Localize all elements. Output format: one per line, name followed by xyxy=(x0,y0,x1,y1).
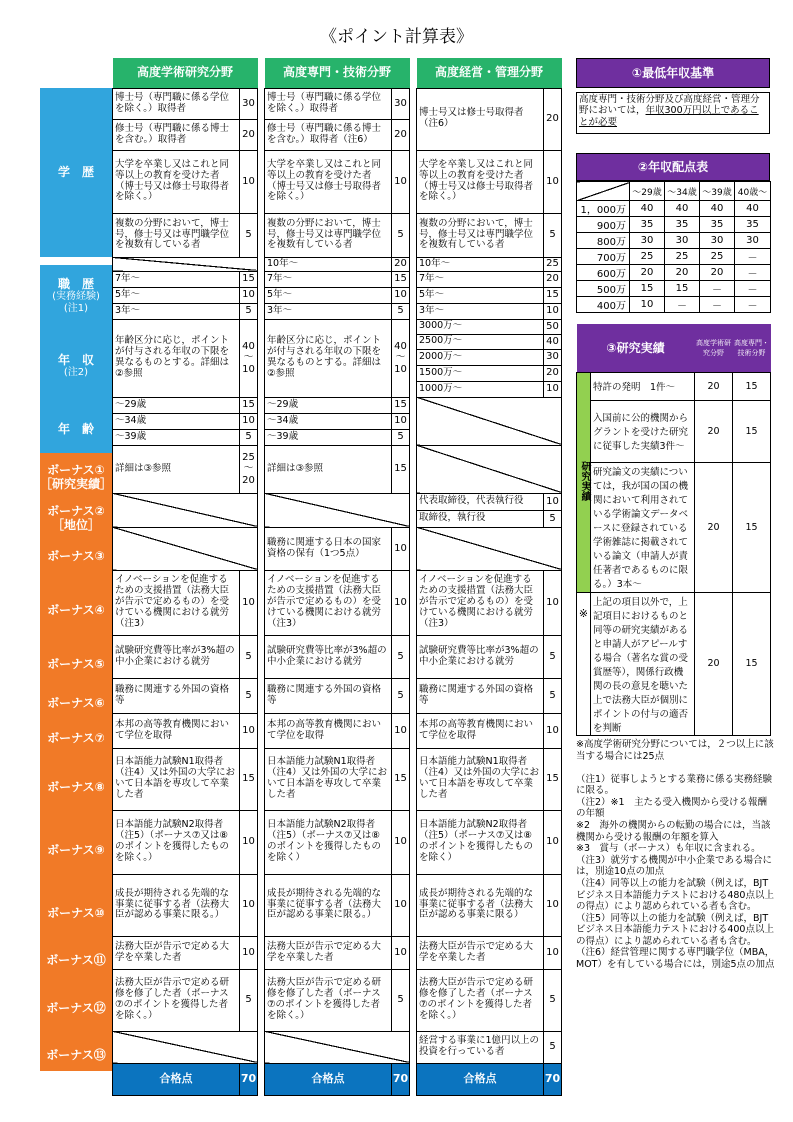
technical-b7: 本邦の高等教育機関において学位を取得 xyxy=(265,713,392,748)
academic-pass-points: 70 xyxy=(240,1063,258,1095)
research-row-technical: 15 xyxy=(733,400,771,462)
academic-b13-empty xyxy=(113,1031,258,1063)
income-table-row xyxy=(577,265,771,281)
income-amount: 1，000万 xyxy=(577,201,630,217)
academic-income-points: 40 ～ 10 xyxy=(240,319,258,397)
academic-s2-points: 10 xyxy=(240,287,258,303)
academic-b11: 法務大臣が告示で定める大学を卒業した者 xyxy=(113,936,240,969)
technical-a3: ～39歳 xyxy=(265,429,392,445)
technical-b3: 職務に関連する日本の国家資格の保有（1つ5点） xyxy=(265,527,392,570)
academic-s2: 5年～ xyxy=(113,287,240,303)
income-points: － xyxy=(735,265,771,281)
technical-b8-points: 15 xyxy=(392,748,410,810)
income-table-row xyxy=(577,297,771,313)
management-b9: 日本語能力試験N2取得者（注5）（ボーナス⑦又は⑧のポイントを獲得したものを除く） xyxy=(417,810,544,874)
technical-g1: 博士号（専門職に係る学位を除く。）取得者 xyxy=(265,88,392,119)
technical-a1: ～29歳 xyxy=(265,397,392,413)
management-b3-empty xyxy=(417,527,562,570)
research-side xyxy=(577,372,591,592)
technical-header: 高度専門・技術分野 xyxy=(265,58,410,88)
side-bonus12-label: ボーナス⑫ xyxy=(46,1000,106,1015)
note-line xyxy=(576,762,776,774)
academic-g3: 大学を卒業し又はこれと同等以上の教育を受けた者（博士号又は修士号取得者を除く。） xyxy=(113,150,240,213)
technical-a1-points: 15 xyxy=(392,397,410,413)
management-b13: 経営する事業に1億円以上の投資を行っている者 xyxy=(417,1031,544,1063)
income-table xyxy=(576,181,771,313)
technical-pass-label: 合格点 xyxy=(265,1063,392,1095)
technical-income-points: 40 ～ 10 xyxy=(392,319,410,397)
academic-s3-points: 5 xyxy=(240,303,258,319)
technical-pass-points: 70 xyxy=(392,1063,410,1095)
management-b9-points: 10 xyxy=(544,810,562,874)
academic-b12-points: 5 xyxy=(240,969,258,1031)
page-title: 《ポイント計算表》 xyxy=(320,27,473,47)
technical-s0: 10年～ xyxy=(265,257,392,271)
notes xyxy=(576,739,776,971)
side-bonus4-label: ボーナス④ xyxy=(47,603,105,618)
management-b2b-points: 5 xyxy=(544,510,562,527)
academic-a2-points: 10 xyxy=(240,413,258,429)
management-i2-points: 40 xyxy=(544,334,562,349)
management-b12-points: 5 xyxy=(544,969,562,1031)
academic-b3-empty xyxy=(113,527,258,570)
management-g4-points: 5 xyxy=(544,213,562,257)
side-bonus7 xyxy=(40,721,112,756)
technical-s2-points: 10 xyxy=(392,287,410,303)
income-points: 35 xyxy=(735,217,771,233)
technical-s1: 7年～ xyxy=(265,271,392,287)
technical-b5: 試験研究費等比率が3%超の中小企業における就労 xyxy=(265,635,392,678)
management-g3: 大学を卒業し又はこれと同等以上の教育を受けた者（博士号又は修士号取得者を除く。） xyxy=(417,150,544,213)
management-g1: 博士号又は修士号取得者（注6） xyxy=(417,88,544,150)
academic-g4: 複数の分野において，博士号，修士号又は専門職学位を複数有している者 xyxy=(113,213,240,257)
research-table xyxy=(576,324,771,736)
academic-s1: 7年～ xyxy=(113,271,240,287)
min-income-box xyxy=(576,92,770,134)
side-bonus5-label: ボーナス⑤ xyxy=(47,657,105,672)
management-b1-empty xyxy=(417,445,562,493)
technical-table xyxy=(264,58,410,1096)
income-table-age: 40歳～ xyxy=(735,182,771,201)
income-points: 40 xyxy=(700,201,735,217)
side-bonus3-label: ボーナス③ xyxy=(47,549,105,564)
academic-g2: 修士号（専門職に係る博士を含む。）取得者 xyxy=(113,119,240,150)
technical-b11-points: 10 xyxy=(392,936,410,969)
note-line: （注5）同等以上の能力を試験（例えば，BJTビジネス日本語能力テストにおける400点以上の得点）により認められている者も含む。 xyxy=(576,912,774,947)
income-table-age: ～29歳 xyxy=(630,182,665,201)
side-bonus5 xyxy=(40,643,112,686)
income-points: 40 xyxy=(665,201,700,217)
technical-b12: 法務大臣が告示で定める研修を修了した者（ボーナス⑦のポイントを獲得した者を除く。） xyxy=(265,969,392,1031)
academic-b6: 職務に関連する外国の資格等 xyxy=(113,678,240,713)
income-table-title: ②年収配点表 xyxy=(576,153,770,181)
technical-s0-points: 20 xyxy=(392,257,410,271)
income-points: 15 xyxy=(665,281,700,297)
research-row-text: 入国前に公的機関からグラントを受けた研究に従事した実績3件～ xyxy=(591,400,695,462)
income-table-age: ～39歳 xyxy=(700,182,735,201)
note-line: ※3 賞与（ボーナス）も年収に含まれる。 xyxy=(576,843,761,855)
side-bonus6 xyxy=(40,686,112,721)
management-b4: イノベーションを促進するための支援措置（法務大臣が告示で定めるもの）を受けている機関における就労（注3） xyxy=(417,570,544,635)
management-pass-label: 合格点 xyxy=(417,1063,544,1095)
income-points: 40 xyxy=(630,201,665,217)
income-amount: 700万 xyxy=(577,249,630,265)
side-bonus9-label: ボーナス⑨ xyxy=(47,842,105,857)
income-amount: 400万 xyxy=(577,297,630,313)
research-row-technical: 15 xyxy=(733,592,771,735)
research-row-text: 上記の項目以外で，上記項目におけるものと同等の研究実績があると申請人がアピールする場合（著名な賞の受賞歴等），関係行政機関の長の意見を聴いた上で法務大臣が個別にポイントの付与の適否を判断 xyxy=(591,592,695,735)
management-i2: 2500万～ xyxy=(417,334,544,349)
academic-a1-points: 15 xyxy=(240,397,258,413)
management-i5-points: 10 xyxy=(544,381,562,397)
income-points: 20 xyxy=(700,265,735,281)
academic-b8: 日本語能力試験N1取得者（注4）又は外国の大学において日本語を専攻して卒業した者 xyxy=(113,748,240,810)
note-line: （注3）就労する機関が中小企業である場合には，別途10点の加点 xyxy=(576,854,773,878)
management-b10: 成長が期待される先端的な事業に従事する者（法務大臣が認める事業に限る） xyxy=(417,874,544,936)
note-line: （注1）従事しようとする業務に係る実務経験に限る。 xyxy=(576,773,773,797)
side-bonus11-label: ボーナス⑪ xyxy=(46,953,106,968)
income-points: － xyxy=(700,297,735,313)
academic-b1: 詳細は③参照 xyxy=(113,445,240,493)
side-bonus1-sub: ［研究実績］ xyxy=(40,477,113,491)
research-col-technical: 高度専門・技術分野 xyxy=(733,324,771,372)
management-i4: 1500万～ xyxy=(417,365,544,381)
side-nenrei-label: 年 齢 xyxy=(57,421,94,436)
side-shokureki xyxy=(40,265,112,327)
technical-b1-points: 15 xyxy=(392,445,410,493)
academic-a2: ～34歳 xyxy=(113,413,240,429)
technical-b10: 成長が期待される先端的な事業に従事する者（法務大臣が認める事業に限る。） xyxy=(265,874,392,936)
income-table-age: ～34歳 xyxy=(665,182,700,201)
management-i4-points: 20 xyxy=(544,365,562,381)
research-note-mark: ※ xyxy=(577,592,591,735)
side-shokureki-sub: (実務経験) xyxy=(52,291,100,303)
note-line: ※2 海外の機関からの転勤の場合には，当該機関から受ける報酬の年額を算入 xyxy=(576,820,771,843)
technical-g4-points: 5 xyxy=(392,213,410,257)
side-bonus7-label: ボーナス⑦ xyxy=(47,731,105,746)
side-bonus10 xyxy=(40,882,112,944)
research-row-text: 特許の発明 1件～ xyxy=(591,372,695,400)
income-table-corner xyxy=(577,182,630,201)
technical-b9: 日本語能力試験N2取得者（注5）（ボーナス⑦又は⑧のポイントを獲得したものを除く） xyxy=(265,810,392,874)
academic-b2-empty xyxy=(113,493,258,527)
academic-g4-points: 5 xyxy=(240,213,258,257)
academic-table xyxy=(112,58,258,1096)
management-b11: 法務大臣が告示で定める大学を卒業した者 xyxy=(417,936,544,969)
technical-g2-points: 20 xyxy=(392,119,410,150)
income-points: 30 xyxy=(665,233,700,249)
min-income-title: ①最低年収基準 xyxy=(576,58,770,88)
academic-b8-points: 15 xyxy=(240,748,258,810)
income-table-row xyxy=(577,217,771,233)
academic-s1-points: 15 xyxy=(240,271,258,287)
income-amount: 900万 xyxy=(577,217,630,233)
technical-b2-empty xyxy=(265,493,410,527)
note-line: ※高度学術研究分野については，２つ以上に該当する場合には25点 xyxy=(576,739,774,762)
research-side-label: 研究実績 xyxy=(579,460,590,501)
income-points: 25 xyxy=(665,249,700,265)
technical-b4-points: 10 xyxy=(392,570,410,635)
management-b5: 試験研究費等比率が3%超の中小企業における就労 xyxy=(417,635,544,678)
technical-b4: イノベーションを促進するための支援措置（法務大臣が告示で定めるもの）を受けている機関における就労（注3） xyxy=(265,570,392,635)
research-row-text: 研究論文の実績については，我が国の国の機関において利用されている学術論文データベースに登録されている学術雑誌に掲載されている論文（申請人が責任著者であるものに限る。）3本～ xyxy=(591,462,695,592)
academic-a3: ～39歳 xyxy=(113,429,240,445)
technical-s3-points: 5 xyxy=(392,303,410,319)
technical-b6-points: 5 xyxy=(392,678,410,713)
management-b6-points: 5 xyxy=(544,678,562,713)
income-points: 25 xyxy=(700,249,735,265)
side-bonus13-label: ボーナス⑬ xyxy=(46,1047,106,1062)
management-s0-points: 25 xyxy=(544,257,562,271)
side-bonus10-label: ボーナス⑩ xyxy=(47,905,105,920)
side-nenshu-label: 年 収 xyxy=(57,352,94,367)
technical-g3-points: 10 xyxy=(392,150,410,213)
management-b4-points: 10 xyxy=(544,570,562,635)
academic-b7-points: 10 xyxy=(240,713,258,748)
management-b2a: 代表取締役，代表執行役 xyxy=(417,493,544,510)
technical-s1-points: 15 xyxy=(392,271,410,287)
income-amount: 800万 xyxy=(577,233,630,249)
income-table-row xyxy=(577,233,771,249)
academic-b1-points: 25 ～ 20 xyxy=(240,445,258,493)
side-gakureki xyxy=(40,88,112,257)
side-bonus13 xyxy=(40,1039,112,1071)
management-s0: 10年～ xyxy=(417,257,544,271)
technical-b3-points: 10 xyxy=(392,527,410,570)
academic-b10: 成長が期待される先端的な事業に従事する者（法務大臣が認める事業に限る。） xyxy=(113,874,240,936)
management-i3-points: 30 xyxy=(544,349,562,365)
management-b7-points: 10 xyxy=(544,713,562,748)
academic-b5-points: 5 xyxy=(240,635,258,678)
side-bonus12 xyxy=(40,977,112,1039)
academic-b7: 本邦の高等教育機関において学位を取得 xyxy=(113,713,240,748)
income-points: － xyxy=(665,297,700,313)
management-g1-points: 20 xyxy=(544,88,562,150)
side-bonus3 xyxy=(40,535,112,578)
income-points: 15 xyxy=(630,281,665,297)
academic-pass-label: 合格点 xyxy=(113,1063,240,1095)
academic-g2-points: 20 xyxy=(240,119,258,150)
income-points: 30 xyxy=(735,233,771,249)
technical-b13-empty xyxy=(265,1031,410,1063)
academic-b11-points: 10 xyxy=(240,936,258,969)
management-b8: 日本語能力試験N1取得者（注4）又は外国の大学において日本語を専攻して卒業した者 xyxy=(417,748,544,810)
technical-b7-points: 10 xyxy=(392,713,410,748)
side-bonus8 xyxy=(40,756,112,818)
management-s3: 3年～ xyxy=(417,303,544,319)
note-line: （注2）※1 主たる受入機関から受ける報酬の年額 xyxy=(576,796,768,820)
research-row-academic: 20 xyxy=(695,592,733,735)
technical-s3: 3年～ xyxy=(265,303,392,319)
income-points: － xyxy=(735,281,771,297)
income-points: 10 xyxy=(630,297,665,313)
academic-a3-points: 5 xyxy=(240,429,258,445)
research-row-academic: 20 xyxy=(695,462,733,592)
academic-b9-points: 10 xyxy=(240,810,258,874)
research-row-academic: 20 xyxy=(695,400,733,462)
income-points: 20 xyxy=(630,265,665,281)
side-nenshu-note: (注2) xyxy=(63,367,89,379)
technical-b10-points: 10 xyxy=(392,874,410,936)
technical-b6: 職務に関連する外国の資格等 xyxy=(265,678,392,713)
technical-a3-points: 5 xyxy=(392,429,410,445)
technical-b9-points: 10 xyxy=(392,810,410,874)
management-b10-points: 10 xyxy=(544,874,562,936)
management-i1: 3000万～ xyxy=(417,319,544,334)
management-b8-points: 15 xyxy=(544,748,562,810)
research-title: ③研究実績 xyxy=(577,324,695,372)
technical-b5-points: 5 xyxy=(392,635,410,678)
side-shokureki-label: 職 歴 xyxy=(57,276,94,291)
technical-b11: 法務大臣が告示で定める大学を卒業した者 xyxy=(265,936,392,969)
technical-b12-points: 5 xyxy=(392,969,410,1031)
management-b13-points: 5 xyxy=(544,1031,562,1063)
management-g3-points: 10 xyxy=(544,150,562,213)
side-bonus8-label: ボーナス⑧ xyxy=(47,779,105,794)
academic-income: 年齢区分に応じ，ポイントが付与される年収の下限を異なるものとする。詳細は②参照 xyxy=(113,319,240,397)
research-row-technical: 15 xyxy=(733,372,771,400)
side-bonus4 xyxy=(40,578,112,643)
management-b2a-points: 10 xyxy=(544,493,562,510)
min-income-text: 高度専門・技術分野及び高度経営・管理分野においては， xyxy=(579,94,760,117)
income-points: 25 xyxy=(630,249,665,265)
academic-g1-points: 30 xyxy=(240,88,258,119)
technical-g1-points: 30 xyxy=(392,88,410,119)
research-col-academic: 高度学術研究分野 xyxy=(695,324,733,372)
side-bonus11 xyxy=(40,944,112,977)
management-i5: 1000万～ xyxy=(417,381,544,397)
management-s2: 5年～ xyxy=(417,287,544,303)
income-amount: 600万 xyxy=(577,265,630,281)
academic-a1: ～29歳 xyxy=(113,397,240,413)
technical-a2: ～34歳 xyxy=(265,413,392,429)
academic-g3-points: 10 xyxy=(240,150,258,213)
management-b2b: 取締役，執行役 xyxy=(417,510,544,527)
academic-b4: イノベーションを促進するための支援措置（法務大臣が告示で定めるもの）を受けている機関における就労（注3） xyxy=(113,570,240,635)
technical-s2: 5年～ xyxy=(265,287,392,303)
management-b12: 法務大臣が告示で定める研修を修了した者（ボーナス⑦のポイントを獲得した者を除く。） xyxy=(417,969,544,1031)
technical-a2-points: 10 xyxy=(392,413,410,429)
academic-b10-points: 10 xyxy=(240,874,258,936)
management-i3: 2000万～ xyxy=(417,349,544,365)
academic-g1: 博士号（専門職に係る学位を除く。）取得者 xyxy=(113,88,240,119)
technical-b8: 日本語能力試験N1取得者（注4）又は外国の大学において日本語を専攻して卒業した者 xyxy=(265,748,392,810)
management-age-empty xyxy=(417,397,562,445)
side-bonus1 xyxy=(40,453,112,501)
income-points: 35 xyxy=(665,217,700,233)
side-gakureki-label: 学 歴 xyxy=(57,165,94,180)
technical-g3: 大学を卒業し又はこれと同等以上の教育を受けた者（博士号又は修士号取得者を除く。） xyxy=(265,150,392,213)
academic-b4-points: 10 xyxy=(240,570,258,635)
side-bonus9 xyxy=(40,818,112,882)
side-bonus2-label: ボーナス② xyxy=(47,503,105,518)
income-amount: 500万 xyxy=(577,281,630,297)
research-row-academic: 20 xyxy=(695,372,733,400)
management-s3-points: 10 xyxy=(544,303,562,319)
side-bonus2-sub: ［地位］ xyxy=(51,518,100,532)
min-income-underline: 年収300万円以上であることが必要 xyxy=(579,105,759,128)
side-shokureki-note: (注1) xyxy=(63,303,89,315)
management-g4: 複数の分野において，博士号，修士号又は専門職学位を複数有している者 xyxy=(417,213,544,257)
side-bonus6-label: ボーナス⑥ xyxy=(47,696,105,711)
income-table-row xyxy=(577,201,771,217)
income-table-row xyxy=(577,249,771,265)
side-nenrei xyxy=(40,405,112,453)
technical-g4: 複数の分野において，博士号，修士号又は専門職学位を複数有している者 xyxy=(265,213,392,257)
income-points: 30 xyxy=(700,233,735,249)
income-points: 30 xyxy=(630,233,665,249)
management-b7: 本邦の高等教育機関において学位を取得 xyxy=(417,713,544,748)
management-header: 高度経営・管理分野 xyxy=(417,58,562,88)
management-s2-points: 15 xyxy=(544,287,562,303)
note-line: （注6）経営管理に関する専門職学位（MBA，MOT）を有している場合には，別途5点の加点 xyxy=(576,947,775,970)
academic-b6-points: 5 xyxy=(240,678,258,713)
income-points: － xyxy=(735,249,771,265)
side-bonus2 xyxy=(40,501,112,535)
income-points: 35 xyxy=(700,217,735,233)
side-bonus1-label: ボーナス① xyxy=(47,462,105,477)
management-pass-points: 70 xyxy=(544,1063,562,1095)
academic-b9: 日本語能力試験N2取得者（注5）（ボーナス⑦又は⑧のポイントを獲得したものを除く。） xyxy=(113,810,240,874)
management-b5-points: 5 xyxy=(544,635,562,678)
side-nenshu xyxy=(40,327,112,405)
note-line: （注4）同等以上の能力を試験（例えば，BJTビジネス日本語能力テストにおける480点以上の得点）により認められている者も含む。 xyxy=(576,877,774,913)
technical-income: 年齢区分に応じ，ポイントが付与される年収の下限を異なるものとする。詳細は②参照 xyxy=(265,319,392,397)
management-table xyxy=(416,58,562,1096)
technical-g2: 修士号（専門職に係る博士を含む。）取得者（注6） xyxy=(265,119,392,150)
income-points: 20 xyxy=(665,265,700,281)
research-row-technical: 15 xyxy=(733,462,771,592)
academic-header: 高度学術研究分野 xyxy=(113,58,258,88)
income-points: － xyxy=(735,297,771,313)
management-b11-points: 10 xyxy=(544,936,562,969)
income-points: 40 xyxy=(735,201,771,217)
academic-s3: 3年～ xyxy=(113,303,240,319)
income-points: － xyxy=(700,281,735,297)
income-points: 35 xyxy=(630,217,665,233)
academic-b5: 試験研究費等比率が3%超の中小企業における就労 xyxy=(113,635,240,678)
academic-s0-empty xyxy=(113,257,258,271)
academic-b12: 法務大臣が告示で定める研修を修了した者（ボーナス⑦のポイントを獲得した者を除く。） xyxy=(113,969,240,1031)
management-b6: 職務に関連する外国の資格等 xyxy=(417,678,544,713)
technical-b1: 詳細は③参照 xyxy=(265,445,392,493)
income-table-row xyxy=(577,281,771,297)
management-s1: 7年～ xyxy=(417,271,544,287)
management-s1-points: 20 xyxy=(544,271,562,287)
management-i1-points: 50 xyxy=(544,319,562,334)
